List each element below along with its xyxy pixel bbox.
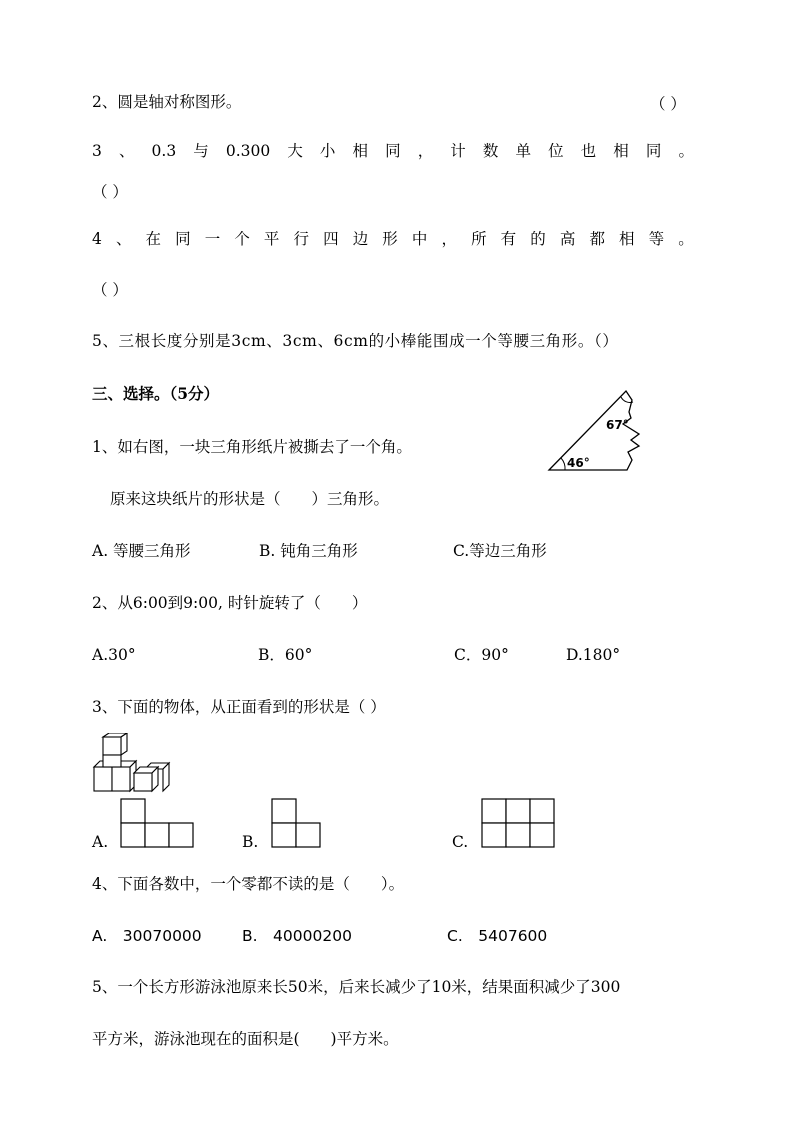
choice-q2-option-a[interactable]: A.30° [92,646,136,664]
tf-question-4-token: 高 [559,230,576,248]
tf-question-4-token: 所 [471,230,487,248]
tf-question-3-token: 同 [385,142,401,160]
tf-question-4-token: 有 [500,230,517,248]
angle-arc-bottom [561,458,565,470]
choice-q1-stem-line2: 原来这块纸片的形状是（ ）三角形。 [110,490,390,508]
tf-question-3-token: 、 [118,142,135,160]
choice-q3-option-c[interactable]: C. [452,833,469,851]
choice-q2-option-d[interactable]: D.180° [566,646,621,664]
tf-question-3-token: 计 [450,142,466,160]
angle-label-46: 46° [567,456,590,470]
view-a-grid[interactable] [120,798,196,848]
tf-question-4 [92,229,694,249]
tf-answer-paren-3[interactable]: （ ） [92,183,128,201]
choice-q1-option-c[interactable]: C.等边三角形 [453,542,547,560]
tf-question-3-token: 3 [92,142,102,160]
tf-question-3-token: 单 [515,142,531,160]
tf-question-4-token: 形 [382,230,398,248]
tf-question-3-token: 大 [287,142,303,160]
tf-question-4-token: 行 [293,230,310,248]
choice-q3-stem: 3、下面的物体，从正面看到的形状是（ ） [92,698,386,716]
tf-question-2: 2、圆是轴对称图形。 [92,93,242,111]
tf-question-4-token: 都 [589,230,605,248]
choice-q2-option-b[interactable]: B．60° [258,646,313,664]
tf-question-3-token: 与 [193,142,209,160]
tf-question-4-token: 一 [204,230,221,248]
choice-q5-line2: 平方米，游泳池现在的面积是( )平方米。 [92,1030,399,1048]
choice-q2-stem: 2、从6:00到9:00, 时针旋转了（ ） [92,594,368,612]
tf-question-3-token: 数 [482,142,499,160]
tf-question-4-token: 的 [530,230,546,248]
choice-q4-option-b[interactable]: B. 40000200 [242,927,352,945]
tf-question-4-token: 在 [145,230,162,248]
tf-question-3-token: 也 [580,142,597,160]
view-b-grid[interactable] [271,798,323,848]
view-c-grid[interactable] [481,798,557,848]
cube-stack-figure [90,733,180,795]
tf-question-3-token: 相 [352,142,369,160]
tf-question-3-token: 小 [319,142,336,160]
tf-answer-paren-4[interactable]: （ ） [92,281,128,299]
tf-question-4-token: 相 [619,230,635,248]
tf-question-4-token: 4 [92,230,102,248]
choice-q3-option-b[interactable]: B. [242,833,259,851]
choice-q4-stem: 4、下面各数中，一个零都不读的是（ ）。 [92,875,405,893]
tf-question-3-token: 位 [548,142,564,160]
choice-q1-option-a[interactable]: A. 等腰三角形 [92,542,191,560]
tf-question-3-token: 0.3 [151,142,177,160]
tf-question-4-token: 个 [234,230,250,248]
tf-question-5: 5、三根长度分别是3cm、3cm、6cm的小棒能围成一个等腰三角形。（） [92,332,619,350]
tf-answer-paren-2[interactable]: （ ） [650,95,686,113]
tf-question-3-token: 。 [678,142,694,160]
tf-question-4-token: 平 [263,230,280,248]
tf-question-4-token: 边 [352,230,369,248]
tf-question-4-token: 。 [678,230,694,248]
tf-question-4-token: 同 [175,230,191,248]
tf-question-3-token: ， [417,142,434,160]
tf-question-3 [92,141,694,161]
choice-q4-option-a[interactable]: A. 30070000 [92,927,202,945]
choice-q1-option-b[interactable]: B. 钝角三角形 [259,542,358,560]
choice-q2-option-c[interactable]: C．90° [454,646,509,664]
angle-label-67: 67° [606,418,629,432]
choice-q4-option-c[interactable]: C. 5407600 [447,927,548,945]
choice-q5-line1: 5、一个长方形游泳池原来长50米，后来长减少了10米，结果面积减少了300 [92,978,621,996]
tf-question-4-token: 中 [411,230,428,248]
choice-q3-option-a[interactable]: A. [92,833,109,851]
torn-triangle-figure [545,388,655,474]
tf-question-4-token: ， [441,230,457,248]
tf-question-4-token: 、 [115,230,132,248]
tf-question-4-token: 等 [648,230,665,248]
tf-question-4-token: 四 [323,230,339,248]
section-title: 三、选择。（5分） [92,384,220,403]
tf-question-3-token: 相 [613,142,629,160]
choice-q1-stem: 1、如右图，一块三角形纸片被撕去了一个角。 [92,438,412,456]
tf-question-3-token: 同 [645,142,662,160]
tf-question-3-token: 0.300 [225,142,271,160]
